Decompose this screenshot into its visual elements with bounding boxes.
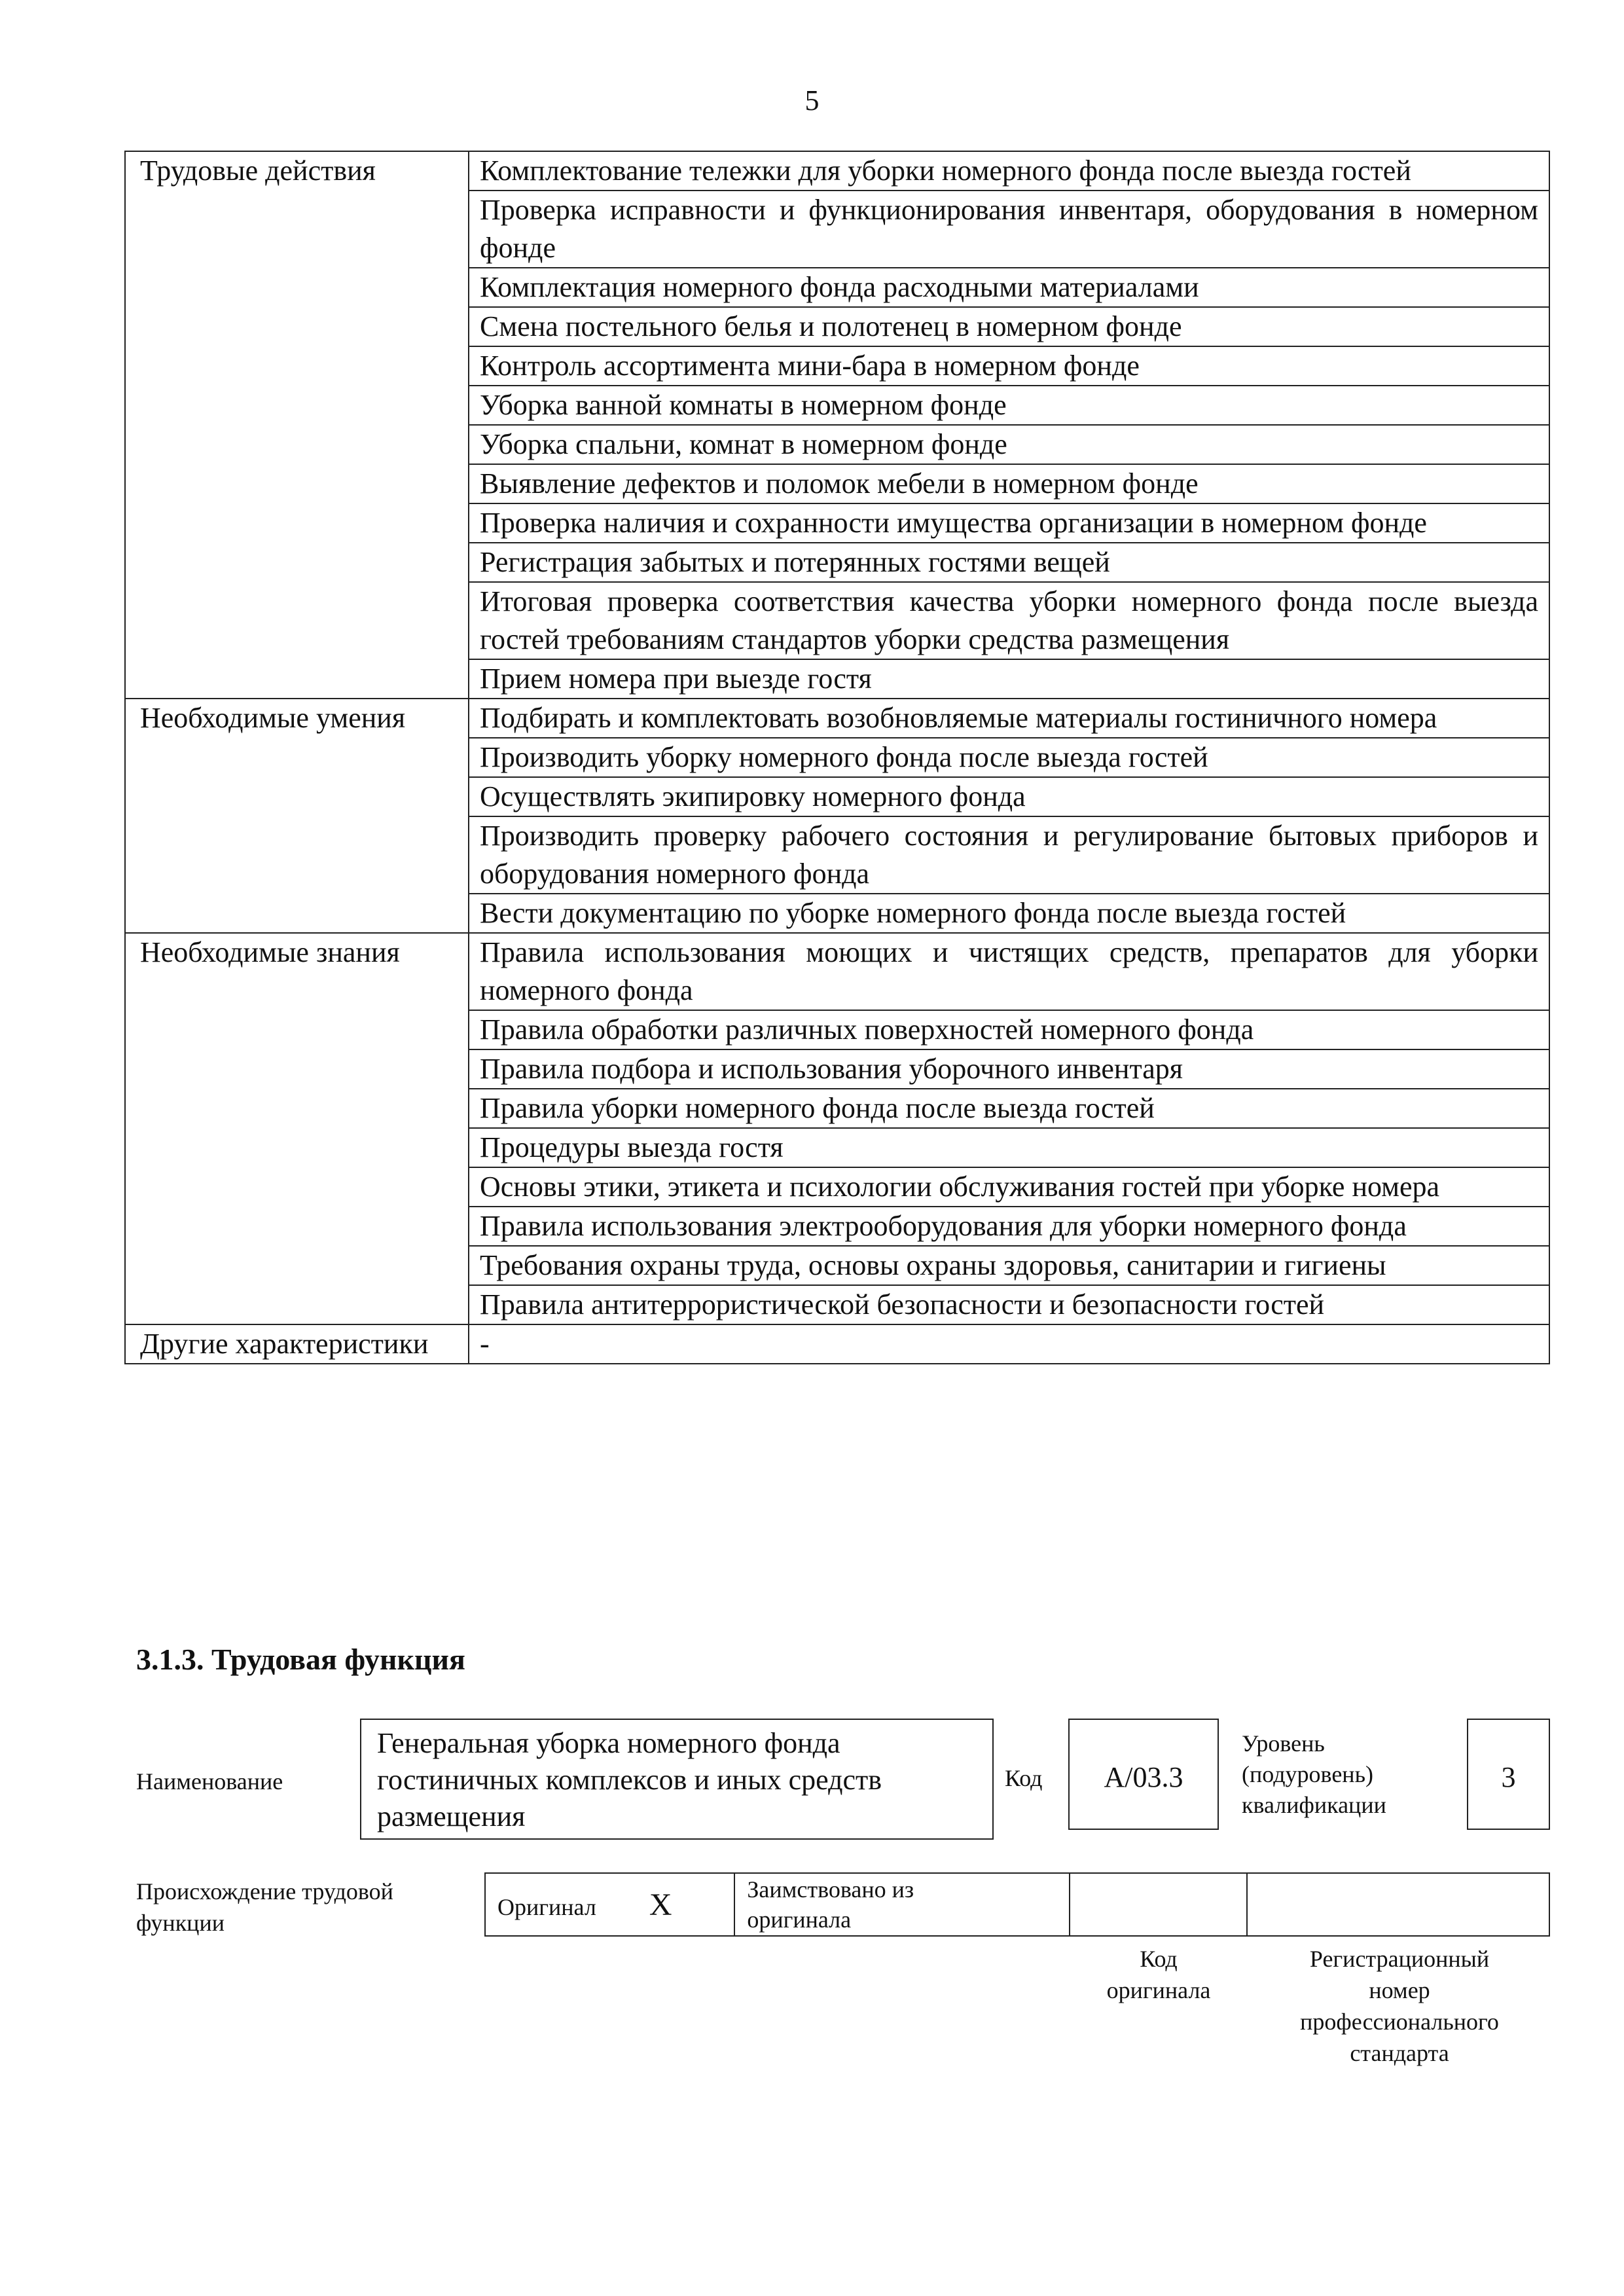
row-item: Производить уборку номерного фонда после выезда гостей xyxy=(469,738,1549,777)
row-item: Правила антитеррористической безопасности и безопасности гостей xyxy=(469,1285,1549,1324)
row-item: Правила использования электрооборудования для уборки номерного фонда xyxy=(469,1207,1549,1246)
origin-borrowed-line: оригинала xyxy=(747,1906,852,1933)
table-row xyxy=(125,1324,1549,1364)
row-item: Итоговая проверка соответствия качества уборки номерного фонда после выезда гостей требованиям стандартов уборки средства размещения xyxy=(469,582,1549,659)
row-item: Правила подбора и использования уборочного инвентаря xyxy=(469,1049,1549,1089)
qualification-level-value: 3 xyxy=(1467,1719,1550,1830)
origin-borrowed-line: Заимствовано из xyxy=(747,1876,914,1903)
row-label: Необходимые умения xyxy=(125,699,469,933)
row-item: Прием номера при выезде гостя xyxy=(469,659,1549,699)
row-item: Комплектование тележки для уборки номерного фонда после выезда гостей xyxy=(469,151,1549,191)
name-label: Наименование xyxy=(136,1768,283,1795)
row-item: Правила использования моющих и чистящих средств, препаратов для уборки номерного фонда xyxy=(469,933,1549,1010)
row-item: Проверка наличия и сохранности имущества организации в номерном фонде xyxy=(469,503,1549,543)
page-number: 5 xyxy=(804,84,820,117)
table-row xyxy=(125,699,1549,738)
level-label-line: (подуровень) xyxy=(1242,1761,1373,1787)
row-item: Уборка ванной комнаты в номерном фонде xyxy=(469,386,1549,425)
caption-line: Код xyxy=(1140,1946,1178,1972)
row-item: Контроль ассортимента мини-бара в номерном фонде xyxy=(469,346,1549,386)
table-row xyxy=(125,933,1549,1010)
section-heading: 3.1.3. Трудовая функция xyxy=(136,1643,465,1676)
row-item: Уборка спальни, комнат в номерном фонде xyxy=(469,425,1549,464)
row-item: Вести документацию по уборке номерного фонда после выезда гостей xyxy=(469,894,1549,933)
origin-original-mark: X xyxy=(649,1887,672,1922)
row-label: Трудовые действия xyxy=(125,151,469,699)
row-item: Смена постельного белья и полотенец в номерном фонде xyxy=(469,307,1549,346)
caption-line: оригинала xyxy=(1106,1977,1211,2003)
row-item: Процедуры выезда гостя xyxy=(469,1128,1549,1167)
table-row xyxy=(125,151,1549,191)
level-label-line: Уровень xyxy=(1242,1730,1325,1757)
caption-line: стандарта xyxy=(1350,2040,1449,2066)
name-value: Генеральная уборка номерного фонда гостиничных комплексов и иных средств размещения xyxy=(360,1719,994,1840)
origin-borrowed-cell xyxy=(734,1873,1070,1936)
original-code-caption xyxy=(1080,1943,1237,2006)
level-label-line: квалификации xyxy=(1242,1792,1386,1818)
caption-line: номер xyxy=(1369,1977,1430,2003)
origin-label-line: Происхождение трудовой xyxy=(136,1878,393,1904)
row-item: Комплектация номерного фонда расходными материалами xyxy=(469,268,1549,307)
row-item: Требования охраны труда, основы охраны здоровья, санитарии и гигиены xyxy=(469,1246,1549,1285)
code-value: А/03.3 xyxy=(1068,1719,1219,1830)
row-item: Правила обработки различных поверхностей номерного фонда xyxy=(469,1010,1549,1049)
origin-label xyxy=(136,1876,393,1939)
row-item: Основы этики, этикета и психологии обслуживания гостей при уборке номера xyxy=(469,1167,1549,1207)
origin-original-label: Оригинал xyxy=(497,1893,596,1920)
origin-reg-number-cell xyxy=(1247,1873,1549,1936)
row-item: Подбирать и комплектовать возобновляемые материалы гостиничного номера xyxy=(469,699,1549,738)
row-item: - xyxy=(469,1324,1549,1364)
row-item: Выявление дефектов и поломок мебели в номерном фонде xyxy=(469,464,1549,503)
origin-code-cell xyxy=(1070,1873,1247,1936)
row-item: Регистрация забытых и потерянных гостями вещей xyxy=(469,543,1549,582)
row-label: Другие характеристики xyxy=(125,1324,469,1364)
row-item: Осуществлять экипировку номерного фонда xyxy=(469,777,1549,816)
origin-original-cell xyxy=(485,1873,734,1936)
origin-table xyxy=(484,1872,1550,1937)
registration-number-caption xyxy=(1249,1943,1550,2069)
labor-function-table xyxy=(124,151,1550,1364)
row-item: Производить проверку рабочего состояния и регулирование бытовых приборов и оборудования номерного фонда xyxy=(469,816,1549,894)
row-label: Необходимые знания xyxy=(125,933,469,1324)
row-item: Проверка исправности и функционирования инвентаря, оборудования в номерном фонде xyxy=(469,191,1549,268)
qualification-level-label xyxy=(1242,1728,1386,1821)
caption-line: Регистрационный xyxy=(1309,1946,1490,1972)
origin-label-line: функции xyxy=(136,1910,225,1936)
caption-line: профессионального xyxy=(1300,2009,1499,2035)
code-label: Код xyxy=(1005,1765,1043,1791)
row-item: Правила уборки номерного фонда после выезда гостей xyxy=(469,1089,1549,1128)
